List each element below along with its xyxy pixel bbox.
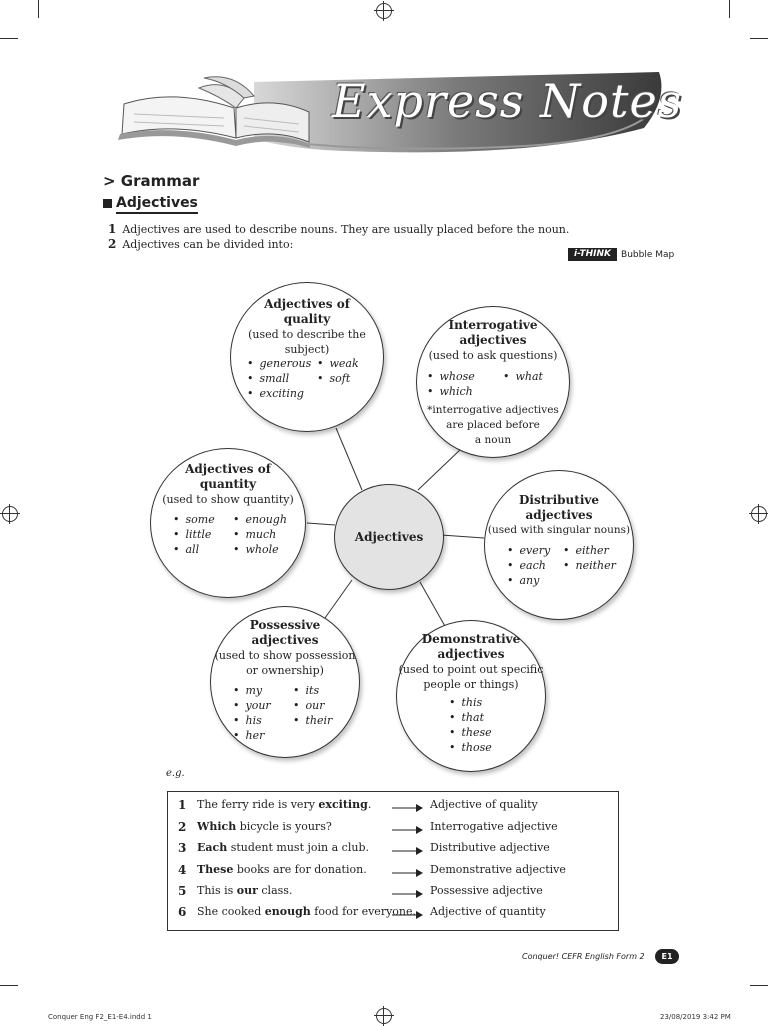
sentence-text: student must join a club. xyxy=(227,841,369,854)
list-item: • exciting xyxy=(247,386,311,401)
arrow-right-icon xyxy=(392,889,424,899)
adjective-category: Adjective of quality xyxy=(430,798,538,811)
example-sentence xyxy=(197,905,416,918)
bubble-title: quality xyxy=(283,312,331,326)
slug-filename: Conquer Eng F2_E1-E4.indd 1 xyxy=(48,1013,152,1021)
list-item: • weak xyxy=(317,356,359,371)
adjective-category: Demonstrative adjective xyxy=(430,863,566,876)
example-row xyxy=(168,841,618,861)
list-item: • small xyxy=(247,371,311,386)
example-sentence xyxy=(197,841,369,854)
center-bubble xyxy=(334,484,444,590)
example-list xyxy=(233,512,287,557)
example-list xyxy=(247,356,311,401)
sentence-text: She cooked xyxy=(197,905,265,918)
sentence-adjective: Each xyxy=(197,841,228,854)
sentence-adjective: enough xyxy=(264,905,311,918)
bubble-title: Demonstrative xyxy=(421,632,521,646)
example-sentence xyxy=(197,798,371,811)
list-item: • whole xyxy=(233,542,287,557)
list-item: • those xyxy=(449,740,492,755)
bubble-desc: (used to show possession xyxy=(214,649,356,662)
sentence-adjective: Which xyxy=(197,820,237,833)
sentence-text: . xyxy=(367,798,372,811)
sentence-text: class. xyxy=(257,884,293,897)
example-row xyxy=(168,820,618,840)
bubble-desc: (used to point out specific xyxy=(398,663,544,676)
list-item: • which xyxy=(427,384,475,399)
bubble-desc: (used with singular nouns) xyxy=(487,524,631,536)
arrow-right-icon xyxy=(392,910,424,920)
bubble-interrogative xyxy=(416,306,570,458)
list-item: • their xyxy=(293,713,332,728)
bubble-title: adjectives xyxy=(459,333,527,347)
bubble-desc: or ownership) xyxy=(246,664,324,677)
list-item: • soft xyxy=(317,371,359,386)
item-number: 2 xyxy=(108,237,117,251)
row-number: 3 xyxy=(178,841,187,855)
bubble-note: *interrogative adjectives xyxy=(427,404,559,416)
row-number: 2 xyxy=(178,820,187,834)
arrow-right-icon xyxy=(392,825,424,835)
list-item: • every xyxy=(507,543,550,558)
bubble-desc: (used to ask questions) xyxy=(428,349,558,362)
bubble-possessive xyxy=(210,606,360,758)
sentence-text: books are for donation. xyxy=(233,863,367,876)
list-item: • any xyxy=(507,573,550,588)
example-row xyxy=(168,884,618,904)
sentence-adjective: These xyxy=(197,863,234,876)
list-item: • your xyxy=(233,698,271,713)
list-item: • much xyxy=(233,527,287,542)
subheading-text: Adjectives xyxy=(116,195,198,211)
intro-text: Adjectives can be divided into: xyxy=(122,238,294,251)
sentence-text: food for everyone. xyxy=(310,905,417,918)
bubble-title: Distributive xyxy=(519,493,599,507)
example-list xyxy=(503,369,543,384)
list-item: • that xyxy=(449,710,492,725)
bubble-desc: subject) xyxy=(284,343,330,356)
bubble-quantity xyxy=(150,448,306,598)
bubble-title: Adjectives of xyxy=(264,297,350,311)
list-item: • these xyxy=(449,725,492,740)
sentence-text: This is xyxy=(197,884,237,897)
example-list xyxy=(173,512,215,557)
list-item: • neither xyxy=(563,558,616,573)
example-list xyxy=(317,356,359,386)
arrow-right-icon xyxy=(392,846,424,856)
sentence-text: The ferry ride is very xyxy=(197,798,319,811)
page-number-badge xyxy=(655,949,679,964)
list-item: • each xyxy=(507,558,550,573)
row-number: 4 xyxy=(178,863,187,877)
ithink-label: Bubble Map xyxy=(621,249,675,260)
list-item: • his xyxy=(233,713,271,728)
row-number: 5 xyxy=(178,884,187,898)
list-item: • its xyxy=(293,683,332,698)
ithink-tag: i-THINK xyxy=(568,248,617,261)
bubble-distributive xyxy=(484,470,634,620)
bubble-desc: (used to show quantity) xyxy=(162,493,294,506)
bubble-note: are placed before xyxy=(446,419,540,431)
section-heading: > Grammar xyxy=(103,172,200,190)
examples-table xyxy=(167,791,619,931)
footer-book-title: Conquer! CEFR English Form 2 xyxy=(522,952,645,961)
bubble-desc: people or things) xyxy=(423,678,519,691)
slug-date: 23/08/2019 3:42 PM xyxy=(660,1013,731,1021)
bubble-title: adjectives xyxy=(525,508,593,522)
list-item: • all xyxy=(173,542,215,557)
example-list xyxy=(293,683,332,728)
bubble-quality xyxy=(230,282,384,432)
row-number: 6 xyxy=(178,905,187,919)
example-row xyxy=(168,863,618,883)
example-list xyxy=(427,369,475,399)
bubble-title: quantity xyxy=(199,477,257,491)
page-title: Express Notes xyxy=(332,74,683,128)
bubble-title: Interrogative xyxy=(448,318,538,332)
list-item: • her xyxy=(233,728,271,743)
example-list xyxy=(233,683,271,743)
sentence-adjective: exciting xyxy=(318,798,368,811)
bubble-note: a noun xyxy=(474,434,512,446)
list-item: • what xyxy=(503,369,543,384)
bubble-title: Possessive xyxy=(249,618,321,632)
list-item: • generous xyxy=(247,356,311,371)
row-number: 1 xyxy=(178,798,187,812)
adjective-category: Adjective of quantity xyxy=(430,905,546,918)
example-row xyxy=(168,798,618,818)
bubble-title: Adjectives of xyxy=(185,462,271,476)
bubble-title: adjectives xyxy=(437,647,505,661)
example-list xyxy=(563,543,616,573)
adjective-category: Distributive adjective xyxy=(430,841,550,854)
list-item: • either xyxy=(563,543,616,558)
examples-label: e.g. xyxy=(166,768,185,779)
list-item: • some xyxy=(173,512,215,527)
center-label: Adjectives xyxy=(354,530,424,544)
example-list xyxy=(507,543,550,588)
adjective-category: Interrogative adjective xyxy=(430,820,558,833)
bubble-desc: (used to describe the xyxy=(248,328,366,341)
example-sentence xyxy=(197,820,332,833)
example-sentence xyxy=(197,884,292,897)
list-item: • little xyxy=(173,527,215,542)
list-item: • my xyxy=(233,683,271,698)
list-item: • this xyxy=(449,695,492,710)
bubble-title: adjectives xyxy=(251,633,319,647)
example-row xyxy=(168,905,618,925)
bubble-demonstrative xyxy=(396,620,546,772)
list-item: • enough xyxy=(233,512,287,527)
arrow-right-icon xyxy=(392,803,424,813)
item-number: 1 xyxy=(108,222,117,236)
intro-text: Adjectives are used to describe nouns. They are usually placed before the noun. xyxy=(122,223,570,236)
example-list xyxy=(449,695,492,755)
example-sentence xyxy=(197,863,367,876)
sentence-text: bicycle is yours? xyxy=(236,820,332,833)
list-item: • our xyxy=(293,698,332,713)
arrow-right-icon xyxy=(392,868,424,878)
adjective-category: Possessive adjective xyxy=(430,884,543,897)
sentence-adjective: our xyxy=(236,884,258,897)
page-number: E1 xyxy=(661,952,673,961)
list-item: • whose xyxy=(427,369,475,384)
